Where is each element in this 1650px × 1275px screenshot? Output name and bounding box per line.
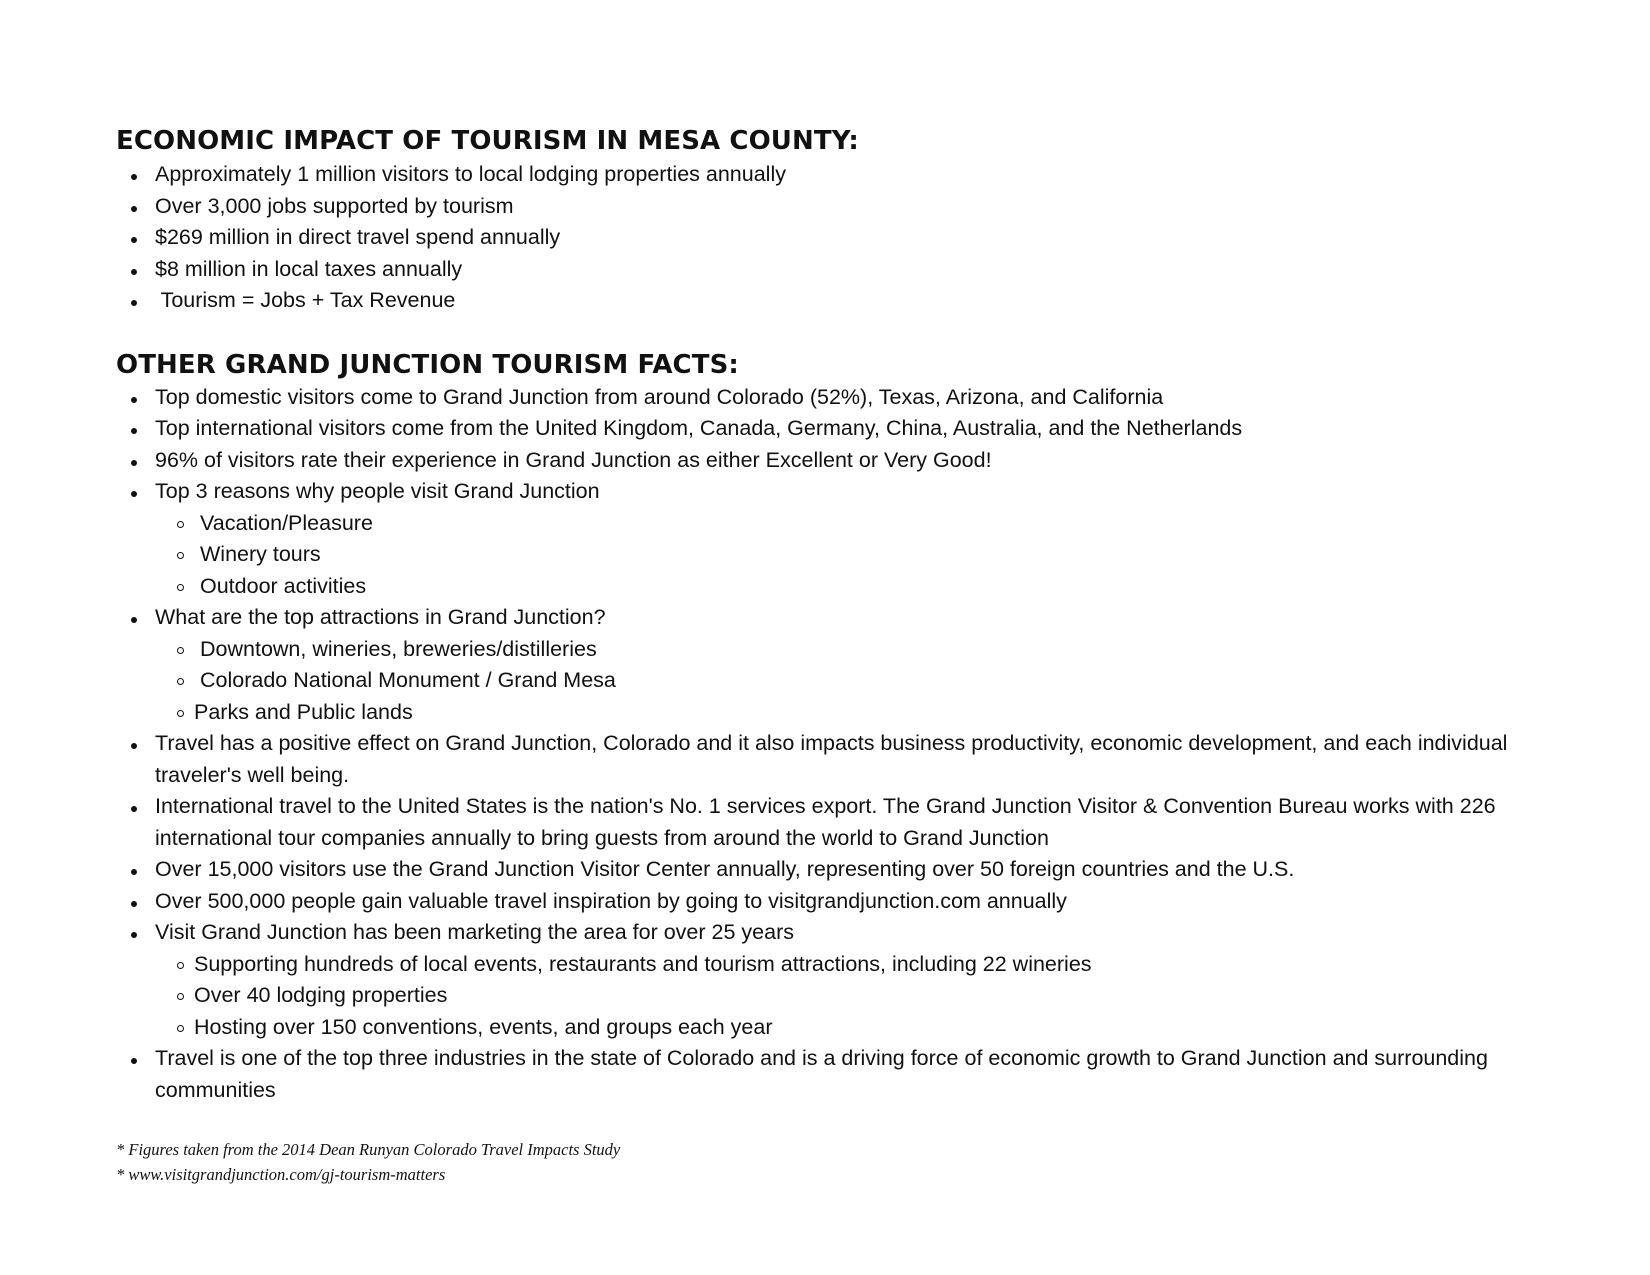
footnotes <box>116 1138 1596 1187</box>
economic-impact-list <box>116 159 1596 317</box>
bullet-icon <box>131 932 137 938</box>
bullet-icon <box>131 428 137 434</box>
bullet-icon <box>131 460 137 466</box>
sub-list-item: Colorado National Monument / Grand Mesa <box>155 665 1596 697</box>
circle-bullet-icon <box>177 647 184 654</box>
bullet-icon <box>131 743 137 749</box>
list-item: Top 3 reasons why people visit Grand Junction Vacation/Pleasure Winery tours Outdoor activities <box>116 476 1596 602</box>
footnote-url: * www.visitgrandjunction.com/gj-tourism-matters <box>116 1164 446 1184</box>
circle-bullet-icon <box>177 584 184 591</box>
bullet-icon <box>131 397 137 403</box>
list-item: Over 500,000 people gain valuable travel inspiration by going to visitgrandjunction.com annually <box>116 886 1596 918</box>
list-item: Top domestic visitors come to Grand Junction from around Colorado (52%), Texas, Arizona, and California <box>116 382 1596 414</box>
bullet-icon <box>131 617 137 623</box>
circle-bullet-icon <box>177 521 184 528</box>
section-heading-other-facts: OTHER GRAND JUNCTION TOURISM FACTS: <box>116 349 739 380</box>
bullet-icon <box>131 869 137 875</box>
list-item: Travel has a positive effect on Grand Junction, Colorado and it also impacts business productivity, economic development, and each individual traveler's well being. <box>116 728 1596 791</box>
list-item: $8 million in local taxes annually <box>116 254 1596 286</box>
bullet-icon <box>131 300 137 306</box>
bullet-icon <box>131 269 137 275</box>
sub-list-item: Supporting hundreds of local events, restaurants and tourism attractions, including 22 wineries <box>155 949 1596 981</box>
list-item: Visit Grand Junction has been marketing the area for over 25 years Supporting hundreds of local events, restaurants and tourism attractions, including 22 wineries Over 40 lodging properties Hosting over 150 conventions, events, and groups each year <box>116 917 1596 1043</box>
sub-list-item: Hosting over 150 conventions, events, and groups each year <box>155 1012 1596 1044</box>
sub-list <box>155 949 1596 1044</box>
sub-list-item: Vacation/Pleasure <box>155 508 1596 540</box>
list-item: Over 15,000 visitors use the Grand Junction Visitor Center annually, representing over 50 foreign countries and the U.S. <box>116 854 1596 886</box>
sub-list <box>155 634 1596 729</box>
circle-bullet-icon <box>177 710 184 717</box>
list-item: What are the top attractions in Grand Junction? Downtown, wineries, breweries/distilleries Colorado National Monument / Grand Mesa Parks and Public lands <box>116 602 1596 728</box>
bullet-icon <box>131 806 137 812</box>
bullet-icon <box>131 491 137 497</box>
bullet-icon <box>131 1058 137 1064</box>
document-page <box>116 124 1596 1187</box>
footnote-source: * Figures taken from the 2014 Dean Runyan Colorado Travel Impacts Study <box>116 1140 621 1159</box>
list-item: 96% of visitors rate their experience in Grand Junction as either Excellent or Very Good! <box>116 445 1596 477</box>
sub-list-item: Outdoor activities <box>155 571 1596 603</box>
bullet-icon <box>131 174 137 180</box>
list-item: International travel to the United States is the nation's No. 1 services export. The Grand Junction Visitor & Convention Bureau works with 226 international tour companies annually to bring guests from around the world to Grand Junction <box>116 791 1596 854</box>
bullet-icon <box>131 206 137 212</box>
circle-bullet-icon <box>177 1025 184 1032</box>
circle-bullet-icon <box>177 993 184 1000</box>
bullet-icon <box>131 901 137 907</box>
circle-bullet-icon <box>177 552 184 559</box>
list-item: Tourism = Jobs + Tax Revenue <box>116 285 1596 317</box>
sub-list <box>155 508 1596 603</box>
list-item: Over 3,000 jobs supported by tourism <box>116 191 1596 223</box>
sub-list-item: Downtown, wineries, breweries/distilleries <box>155 634 1596 666</box>
list-item: Travel is one of the top three industries in the state of Colorado and is a driving force of economic growth to Grand Junction and surrounding communities <box>116 1043 1596 1106</box>
list-item: Approximately 1 million visitors to local lodging properties annually <box>116 159 1596 191</box>
circle-bullet-icon <box>177 678 184 685</box>
sub-list-item: Winery tours <box>155 539 1596 571</box>
circle-bullet-icon <box>177 962 184 969</box>
bullet-icon <box>131 237 137 243</box>
other-facts-list <box>116 382 1596 1107</box>
section-heading-economic-impact: ECONOMIC IMPACT OF TOURISM IN MESA COUNTY: <box>116 126 859 156</box>
sub-list-item: Over 40 lodging properties <box>155 980 1596 1012</box>
list-item: Top international visitors come from the United Kingdom, Canada, Germany, China, Australia, and the Netherlands <box>116 413 1596 445</box>
sub-list-item: Parks and Public lands <box>155 697 1596 729</box>
list-item: $269 million in direct travel spend annually <box>116 222 1596 254</box>
